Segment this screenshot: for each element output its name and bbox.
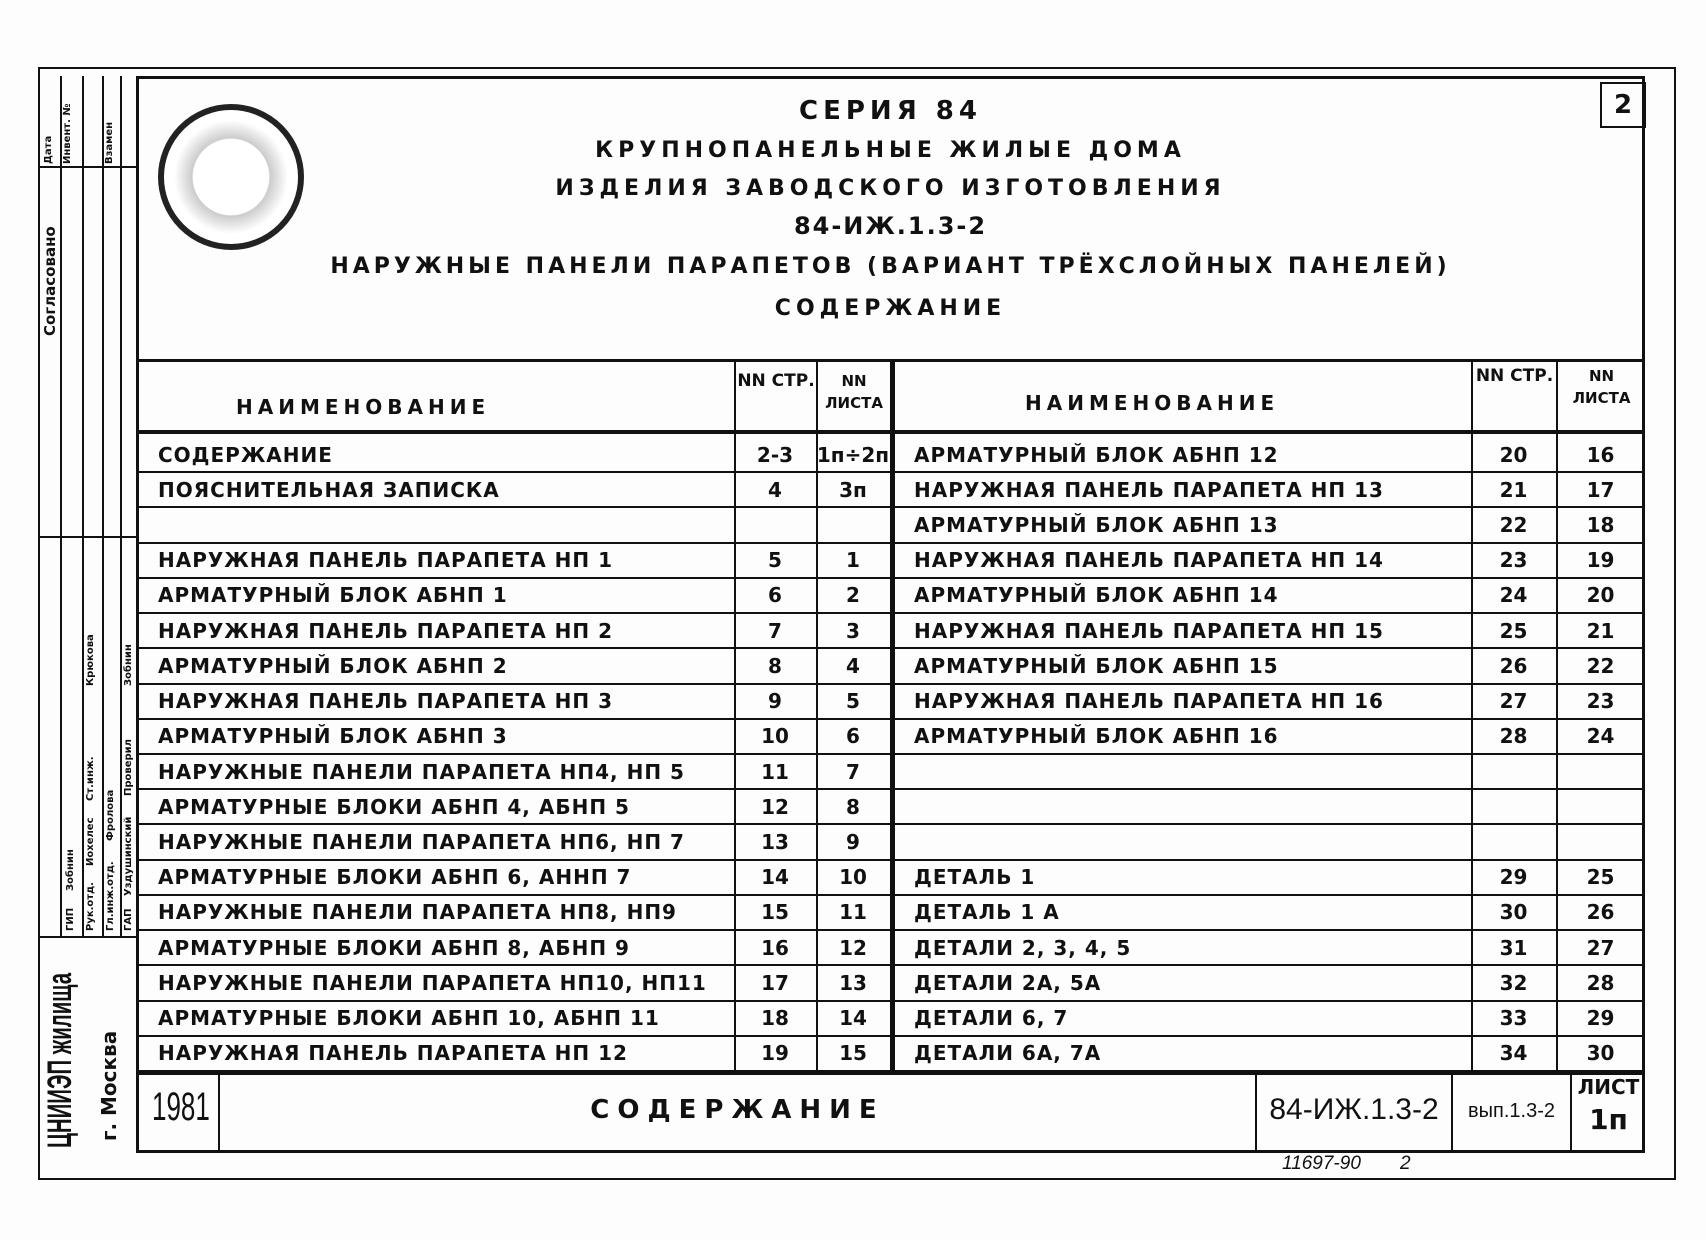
item-page: 4 <box>768 477 782 502</box>
table-row <box>892 1002 1645 1037</box>
item-name: АРМАТУРНЫЕ БЛОКИ АБНП 8, АБНП 9 <box>158 935 630 960</box>
item-page: 24 <box>1499 583 1528 608</box>
item-page: 16 <box>761 935 789 960</box>
item-sheet: 1п÷2п <box>816 442 890 467</box>
side-stamp <box>40 76 138 1153</box>
table-row <box>136 649 890 684</box>
item-page: 27 <box>1499 689 1528 714</box>
sheet-label: ЛИСТ <box>1577 1075 1640 1099</box>
item-name: АРМАТУРНЫЙ БЛОК АБНП 13 <box>914 513 1279 538</box>
item-page: 21 <box>1499 477 1528 502</box>
item-sheet: 3 <box>846 618 860 643</box>
item-name: НАРУЖНЫЕ ПАНЕЛИ ПАРАПЕТА НП6, НП 7 <box>158 830 685 855</box>
archive-page: 2 <box>1400 1153 1411 1174</box>
item-sheet: 11 <box>839 900 867 925</box>
item-sheet: 25 <box>1586 865 1615 890</box>
item-name: ДЕТАЛИ 6, 7 <box>914 1006 1069 1031</box>
table-row <box>136 508 890 543</box>
replace-label: Взамен <box>104 121 115 164</box>
table-row <box>892 790 1645 825</box>
item-name: НАРУЖНАЯ ПАНЕЛЬ ПАРАПЕТА НП 1 <box>158 548 613 573</box>
name: Зобнин <box>123 644 134 686</box>
table-row <box>892 755 1645 790</box>
table-row <box>892 825 1645 860</box>
title-block-code: 84-ИЖ.1.3-2 <box>1269 1093 1439 1126</box>
item-sheet: 1 <box>846 548 860 573</box>
item-sheet: 27 <box>1586 935 1615 960</box>
item-name: АРМАТУРНЫЙ БЛОК АБНП 1 <box>158 583 508 608</box>
item-page: 6 <box>768 583 782 608</box>
item-sheet: 14 <box>839 1006 867 1031</box>
item-page: 33 <box>1499 1006 1528 1031</box>
table-row <box>892 473 1645 508</box>
item-name: АРМАТУРНЫЕ БЛОКИ АБНП 10, АБНП 11 <box>158 1006 660 1031</box>
subtitle-3: НАРУЖНЫЕ ПАНЕЛИ ПАРАПЕТОВ (ВАРИАНТ ТРЁХСЛОЙНЫХ ПАНЕЛЕЙ) <box>330 254 1451 279</box>
item-sheet: 23 <box>1586 689 1615 714</box>
role: Рук.отд. <box>85 882 96 931</box>
item-name: АРМАТУРНЫЙ БЛОК АБНП 15 <box>914 653 1279 678</box>
table-row <box>892 1037 1645 1072</box>
role: Гл.инж.отд. <box>105 861 116 931</box>
item-sheet: 21 <box>1586 618 1615 643</box>
table-row <box>136 579 890 614</box>
series-title: СЕРИЯ 84 <box>799 96 982 126</box>
table-row <box>136 473 890 508</box>
item-page: 5 <box>768 548 782 573</box>
item-sheet: 30 <box>1586 1041 1615 1066</box>
item-name: ДЕТАЛЬ 1 <box>914 865 1036 890</box>
col-header-name-left: НАИМЕНОВАНИЕ <box>236 395 491 419</box>
item-sheet: 12 <box>839 935 867 960</box>
item-name: НАРУЖНАЯ ПАНЕЛЬ ПАРАПЕТА НП 2 <box>158 618 613 643</box>
item-page: 25 <box>1499 618 1528 643</box>
table-row <box>892 861 1645 896</box>
item-name: НАРУЖНАЯ ПАНЕЛЬ ПАРАПЕТА НП 3 <box>158 689 613 714</box>
table-row <box>136 861 890 896</box>
item-name: НАРУЖНЫЕ ПАНЕЛИ ПАРАПЕТА НП10, НП11 <box>158 970 707 995</box>
item-page: 34 <box>1499 1041 1528 1066</box>
agreed-label: Согласовано <box>41 226 59 336</box>
item-page: 8 <box>768 653 782 678</box>
item-sheet: 10 <box>839 865 867 890</box>
table-row <box>892 931 1645 966</box>
item-page: 10 <box>761 724 789 749</box>
item-sheet: 3п <box>839 477 867 502</box>
col-header-page-right: NN СТР. <box>1475 366 1554 386</box>
item-page: 11 <box>761 759 789 784</box>
table-row <box>892 966 1645 1001</box>
name: Зобнин <box>65 849 76 891</box>
item-page: 20 <box>1499 442 1528 467</box>
item-page: 22 <box>1499 513 1528 538</box>
item-name: АРМАТУРНЫЕ БЛОКИ АБНП 6, АННП 7 <box>158 865 632 890</box>
item-sheet: 2 <box>846 583 860 608</box>
item-page: 30 <box>1499 900 1528 925</box>
item-sheet: 7 <box>846 759 860 784</box>
document-code: 84-ИЖ.1.3-2 <box>793 212 988 240</box>
item-sheet: 5 <box>846 689 860 714</box>
item-sheet: 16 <box>1586 442 1615 467</box>
archive-number: 11697-90 <box>1282 1153 1361 1174</box>
col-header-sheet-right: NN ЛИСТА <box>1572 367 1631 407</box>
subtitle-1: КРУПНОПАНЕЛЬНЫЕ ЖИЛЫЕ ДОМА <box>595 138 1186 163</box>
table-row <box>136 544 890 579</box>
table-row <box>136 966 890 1001</box>
item-sheet: 29 <box>1586 1006 1615 1031</box>
contents-title: СОДЕРЖАНИЕ <box>774 296 1007 321</box>
item-page: 26 <box>1499 653 1528 678</box>
item-page: 2-3 <box>756 442 794 467</box>
item-name: НАРУЖНЫЕ ПАНЕЛИ ПАРАПЕТА НП8, НП9 <box>158 900 677 925</box>
item-sheet: 15 <box>839 1041 867 1066</box>
item-sheet: 26 <box>1586 900 1615 925</box>
item-page: 17 <box>761 970 789 995</box>
name: Иохелес <box>85 817 96 866</box>
item-name: НАРУЖНАЯ ПАНЕЛЬ ПАРАПЕТА НП 12 <box>158 1041 628 1066</box>
item-sheet: 13 <box>839 970 867 995</box>
item-name: СОДЕРЖАНИЕ <box>158 442 333 467</box>
sheet-value: 1п <box>1589 1103 1628 1136</box>
table-row <box>136 685 890 720</box>
item-sheet: 17 <box>1586 477 1615 502</box>
item-page: 23 <box>1499 548 1528 573</box>
item-name: АРМАТУРНЫЙ БЛОК АБНП 16 <box>914 724 1279 749</box>
table-row <box>892 685 1645 720</box>
table-row <box>136 896 890 931</box>
table-row <box>136 755 890 790</box>
table-row <box>892 579 1645 614</box>
item-sheet: 8 <box>846 794 860 819</box>
item-sheet: 20 <box>1586 583 1615 608</box>
table-row <box>892 544 1645 579</box>
table-row <box>136 931 890 966</box>
table-row <box>892 720 1645 755</box>
item-name: АРМАТУРНЫЙ БЛОК АБНП 2 <box>158 653 508 678</box>
item-page: 28 <box>1499 724 1528 749</box>
table-row <box>136 438 890 473</box>
item-name: НАРУЖНАЯ ПАНЕЛЬ ПАРАПЕТА НП 14 <box>914 548 1384 573</box>
item-page: 19 <box>761 1041 789 1066</box>
year: 1981 <box>152 1085 210 1129</box>
item-sheet: 18 <box>1586 513 1615 538</box>
item-name: ПОЯСНИТЕЛЬНАЯ ЗАПИСКА <box>158 477 500 502</box>
item-page: 9 <box>768 689 782 714</box>
item-name: НАРУЖНЫЕ ПАНЕЛИ ПАРАПЕТА НП4, НП 5 <box>158 759 685 784</box>
name: Фролова <box>105 789 116 841</box>
role: ГИП <box>65 907 76 931</box>
item-name: АРМАТУРНЫЙ БЛОК АБНП 3 <box>158 724 508 749</box>
item-sheet: 28 <box>1586 970 1615 995</box>
role: ГАП <box>123 908 134 931</box>
table-row <box>892 438 1645 473</box>
table-row <box>892 649 1645 684</box>
item-name: НАРУЖНАЯ ПАНЕЛЬ ПАРАПЕТА НП 15 <box>914 618 1384 643</box>
item-name: АРМАТУРНЫЙ БЛОК АБНП 12 <box>914 442 1279 467</box>
item-page: 7 <box>768 618 782 643</box>
date-label: Дата <box>43 135 54 164</box>
item-sheet: 9 <box>846 830 860 855</box>
item-page: 29 <box>1499 865 1528 890</box>
table-row <box>136 720 890 755</box>
role: Проверил <box>123 739 134 796</box>
table-row <box>136 790 890 825</box>
item-page: 32 <box>1499 970 1528 995</box>
item-name: ДЕТАЛИ 2, 3, 4, 5 <box>914 935 1132 960</box>
item-name: АРМАТУРНЫЕ БЛОКИ АБНП 4, АБНП 5 <box>158 794 630 819</box>
table-row <box>892 508 1645 543</box>
item-page: 12 <box>761 794 789 819</box>
title-block-title: СОДЕРЖАНИЕ <box>590 1095 885 1125</box>
sheet-number: 2 <box>1600 82 1646 128</box>
org-name: ЦНИИЭП жилища <box>41 972 79 1148</box>
col-header-page-left: NN СТР. <box>737 371 815 391</box>
col-header-sheet-left: NN ЛИСТА <box>825 372 883 412</box>
item-name: НАРУЖНАЯ ПАНЕЛЬ ПАРАПЕТА НП 13 <box>914 477 1384 502</box>
item-page: 13 <box>761 830 789 855</box>
item-sheet: 22 <box>1586 653 1615 678</box>
item-page: 31 <box>1499 935 1528 960</box>
item-sheet: 24 <box>1586 724 1615 749</box>
item-sheet: 4 <box>846 653 860 678</box>
col-header-name-right: НАИМЕНОВАНИЕ <box>1025 391 1280 415</box>
table-row <box>136 614 890 649</box>
table-row <box>136 825 890 860</box>
item-name: НАРУЖНАЯ ПАНЕЛЬ ПАРАПЕТА НП 16 <box>914 689 1384 714</box>
item-page: 14 <box>761 865 789 890</box>
item-page: 15 <box>761 900 789 925</box>
name: Крюкова <box>85 634 96 686</box>
item-sheet: 19 <box>1586 548 1615 573</box>
item-page: 18 <box>761 1006 789 1031</box>
inv-label: Инвент. № <box>62 103 73 164</box>
item-name: ДЕТАЛИ 2А, 5А <box>914 970 1102 995</box>
table-row <box>892 614 1645 649</box>
city: г. Москва <box>97 1030 121 1141</box>
item-sheet: 6 <box>846 724 860 749</box>
table-row <box>892 896 1645 931</box>
item-name: АРМАТУРНЫЙ БЛОК АБНП 14 <box>914 583 1279 608</box>
item-name: ДЕТАЛИ 6А, 7А <box>914 1041 1102 1066</box>
role: Ст.инж. <box>85 756 96 801</box>
item-name: ДЕТАЛЬ 1 А <box>914 900 1060 925</box>
table-row <box>136 1002 890 1037</box>
name: Уздушинский <box>123 816 134 896</box>
issue: вып.1.3-2 <box>1468 1100 1555 1122</box>
table-row <box>136 1037 890 1072</box>
subtitle-2: ИЗДЕЛИЯ ЗАВОДСКОГО ИЗГОТОВЛЕНИЯ <box>555 176 1226 201</box>
